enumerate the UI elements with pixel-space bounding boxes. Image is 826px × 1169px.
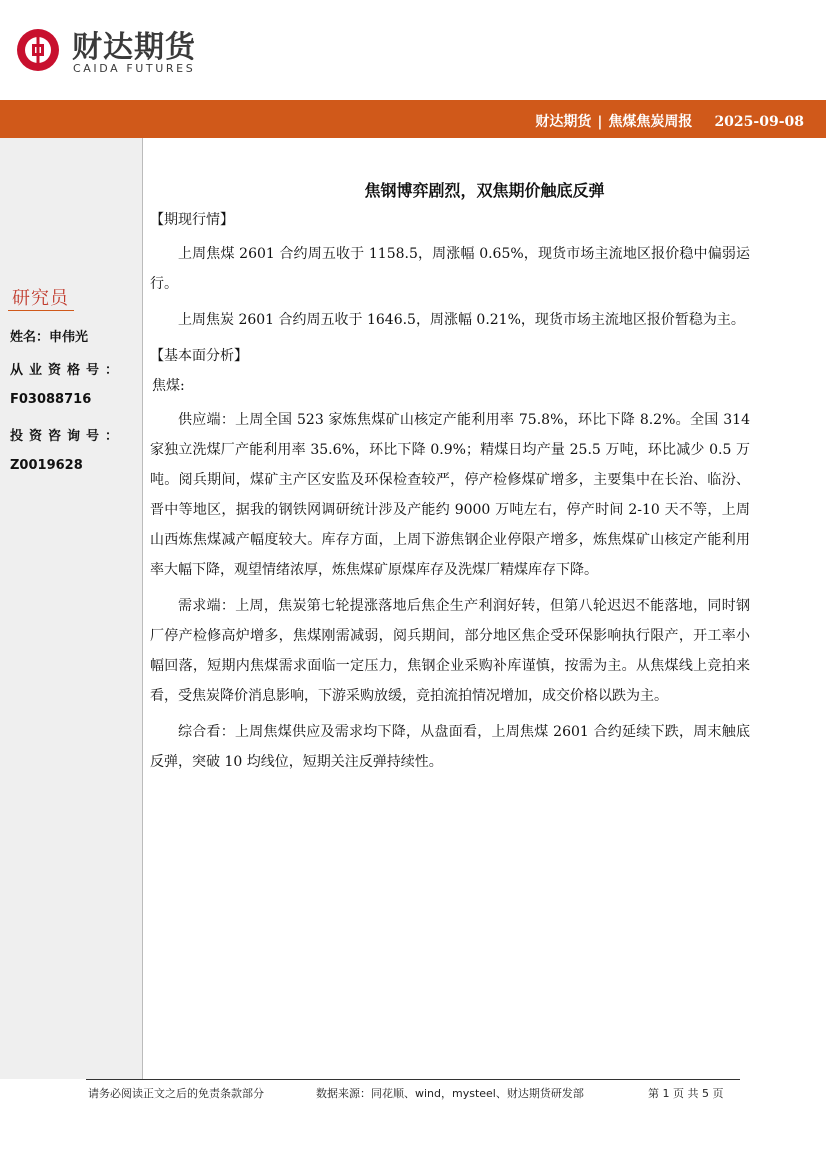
footer-divider (86, 1079, 740, 1080)
header-report-name: 焦煤焦炭周报 (608, 114, 693, 130)
caida-logo-icon (16, 28, 60, 72)
paragraph-coke-price: 上周焦炭 2601 合约周五收于 1646.5，周涨幅 0.21%，现货市场主流地区报价暂稳为主。 (178, 312, 745, 328)
header-bar-text (535, 111, 804, 131)
researcher-name: 姓名：申伟光 (10, 330, 89, 345)
article-title: 焦钢博弈剧烈，双焦期价触底反弹 (364, 181, 605, 200)
paragraph-demand: 需求端：上周，焦炭第七轮提涨落地后焦企生产利润好转，但第八轮迟迟不能落地，同时钢厂停产检修高炉增多，焦煤刚需减弱，阅兵期间，部分地区焦企受环保影响执行限产，开工率小幅回落，短期内焦煤需求面临一定压力，焦钢企业采购补库谨慎，按需为主。从焦煤线上竞拍来看，受焦炭降价消息影响，下游采购放缓，竞拍流拍情况增加，成交价格以跌为主。 (150, 598, 750, 704)
consult-value: Z0019628 (10, 458, 83, 473)
brand-name-en: CAIDA FUTURES (73, 62, 196, 75)
header-bar (0, 100, 826, 138)
sidebar-divider (142, 138, 143, 1079)
section-heading-fundamentals: 【基本面分析】 (150, 348, 248, 364)
sidebar (0, 138, 142, 1079)
header-company: 财达期货 (535, 114, 592, 130)
license-value: F03088716 (10, 392, 92, 407)
footer-data-source: 数据来源：同花顺、wind，mysteel、财达期货研发部 (316, 1087, 584, 1100)
page-header (0, 0, 826, 100)
article-body (150, 205, 750, 783)
paragraph-summary: 综合看：上周焦煤供应及需求均下降，从盘面看，上周焦煤 2601 合约延续下跌，周末触底反弹，突破 10 均线位，短期关注反弹持续性。 (150, 724, 750, 770)
consult-label: 投资咨询号： (10, 429, 125, 444)
header-date: 2025-09-08 (714, 114, 804, 130)
researcher-underline (8, 310, 74, 311)
paragraph-coking-coal-price: 上周焦煤 2601 合约周五收于 1158.5，周涨幅 0.65%，现货市场主流地区报价稳中偏弱运行。 (150, 246, 750, 292)
section-heading-market: 【期现行情】 (150, 212, 234, 228)
brand-name-cn: 财达期货 (72, 30, 196, 65)
license-label: 从业资格号： (10, 363, 125, 378)
researcher-title: 研究员 (12, 288, 69, 309)
footer-disclaimer: 请务必阅读正文之后的免责条款部分 (88, 1087, 264, 1100)
footer-page-number: 第 1 页 共 5 页 (648, 1087, 724, 1100)
paragraph-supply: 供应端：上周全国 523 家炼焦煤矿山核定产能利用率 75.8%，环比下降 8.2%。全国 314 家独立洗煤厂产能利用率 35.6%，环比下降 0.9%；精煤日均产量 25.5 万吨，环比减少 0.5 万吨。阅兵期间，煤矿主产区安监及环保检查较严，停产检修煤矿增多，主要集中在长治、临汾、晋中等地区，据我的钢铁网调研统计涉及产能约 9000 万吨左右，停产时间 2-10 天不等，上周山西炼焦煤减产幅度较大。库存方面，上周下游焦钢企业停限产增多，炼焦煤矿山核定产能利用率大幅下降，观望情绪浓厚，炼焦煤矿原煤库存及洗煤厂精煤库存下降。 (150, 412, 750, 578)
header-separator: | (597, 114, 603, 130)
subheading-coking-coal: 焦煤: (152, 378, 185, 394)
